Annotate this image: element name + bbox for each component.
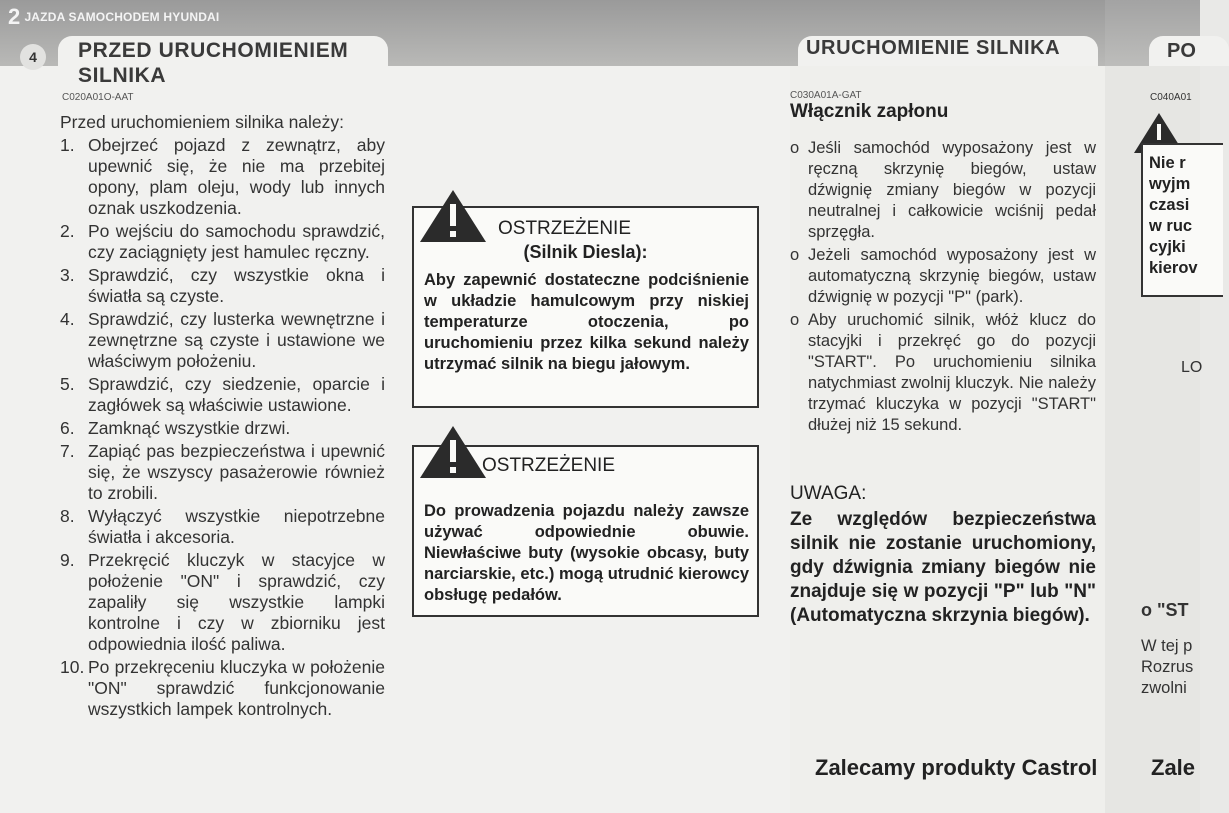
checklist-item <box>60 441 385 504</box>
instruction-item <box>790 310 1096 436</box>
item-text: Po przekręceniu kluczyka w położenie "ON" sprawdzić funkcjonowanie wszystkich lampek kontrolnych. <box>88 657 385 719</box>
bullet-marker: o <box>790 246 800 264</box>
item-number: 7. <box>60 441 75 461</box>
subheading-fragment: o "ST <box>1141 600 1189 620</box>
bullet-marker: o <box>790 311 800 329</box>
intro-text: Przed uruchomieniem silnika należy: <box>60 112 345 132</box>
checklist-item <box>60 418 385 439</box>
chapter-number: 2 <box>8 4 21 29</box>
item-number: 4. <box>60 309 75 329</box>
item-number: 2. <box>60 221 75 241</box>
item-number: 10. <box>60 657 85 677</box>
warning-title: OSTRZEŻENIE <box>498 218 632 239</box>
running-header <box>8 4 219 30</box>
subsection-heading: Włącznik zapłonu <box>790 101 949 122</box>
lo-fragment: LO <box>1181 359 1203 376</box>
item-number: 3. <box>60 265 75 285</box>
section-code: C030A01A-GAT <box>790 90 862 101</box>
item-text: Sprawdzić, czy lusterka wewnętrzne i zewnętrzne są czyste i ustawione we właściwym położeniu. <box>88 309 385 371</box>
section-code: C020A01O-AAT <box>62 92 134 103</box>
section-title-line1: PRZED URUCHOMIENIEM <box>78 39 349 62</box>
checklist-item <box>60 135 385 219</box>
warning-body: Aby zapewnić dostateczne podciśnienie w układzie hamulcowym przy niskiej temperaturze otoczenia, po uruchomieniu przez kilka sekund należy utrzymać silnik na biegu jałowym. <box>424 271 749 373</box>
warning-line-fragment: czasi <box>1149 196 1190 214</box>
warning-subtitle: (Silnik Diesla): <box>523 242 648 262</box>
item-number: 1. <box>60 135 75 155</box>
item-text: Przekręcić kluczyk w stacyjce w położenie "ON" i sprawdzić, czy zapaliły się wszystkie lampki kontrolne i czy w zbiorniku jest odpowiednia ilość paliwa. <box>88 550 385 654</box>
item-text: Zapiąć pas bezpieczeństwa i upewnić się, że wszyscy pasażerowie również to zrobili. <box>88 441 385 503</box>
ignition-instructions <box>790 138 1096 438</box>
item-number: 6. <box>60 418 75 438</box>
running-title: JAZDA SAMOCHODEM HYUNDAI <box>24 10 220 24</box>
warning-line-fragment: w ruc <box>1149 217 1193 235</box>
footer-ad: Zalecamy produkty Castrol <box>815 755 1098 780</box>
checklist-item <box>60 657 385 720</box>
page-number: 4 <box>20 44 46 70</box>
right-page <box>1105 0 1203 813</box>
item-number: 9. <box>60 550 75 570</box>
checklist-item <box>60 506 385 548</box>
instruction-text: Jeżeli samochód wyposażony jest w automatyczną skrzynię biegów, ustaw dźwignię w pozycji "P" (park). <box>808 246 1096 306</box>
warning-body: Do prowadzenia pojazdu należy zawsze używać odpowiednie obuwie. Niewłaściwe buty (wysokie obcasy, buty narciarskie, etc.) mogą utrudnić kierowcy obsługę pedałów. <box>424 502 749 604</box>
note-text: Ze względów bezpieczeństwa silnik nie zostanie uruchomiony, gdy dźwignia zmiany biegów nie znajduje się w pozycji "P" lub "N"(Automatyczna skrzynia biegów). <box>790 509 1096 626</box>
checklist-item <box>60 309 385 372</box>
paragraph-line-fragment: zwolni <box>1141 679 1187 697</box>
note-label: UWAGA: <box>790 483 867 504</box>
item-number: 8. <box>60 506 75 526</box>
checklist-item <box>60 550 385 655</box>
warning-text-fragment <box>1149 153 1198 279</box>
checklist-item <box>60 265 385 307</box>
middle-page <box>790 0 1105 813</box>
bullet-marker: o <box>790 139 800 157</box>
item-text: Obejrzeć pojazd z zewnątrz, aby upewnić się, że nie ma przebitej opony, plam oleju, wody lub innych oznak uszkodzenia. <box>88 135 385 218</box>
checklist <box>60 135 385 722</box>
footer-fragment: Zale <box>1151 755 1196 780</box>
checklist-item <box>60 374 385 416</box>
section-title <box>78 38 348 88</box>
warning-title: OSTRZEŻENIE <box>482 455 616 476</box>
warning-line-fragment: kierov <box>1149 259 1198 277</box>
checklist-item <box>60 221 385 263</box>
section-code-fragment: C040A01 <box>1150 92 1192 103</box>
warning-line-fragment: wyjm <box>1149 175 1191 193</box>
paragraph-fragment <box>1141 636 1193 699</box>
item-number: 5. <box>60 374 75 394</box>
warning-line-fragment: Nie r <box>1149 154 1186 172</box>
instruction-item <box>790 138 1096 243</box>
instruction-item <box>790 245 1096 308</box>
section-title-line2: SILNIKA <box>78 64 167 87</box>
warning-line-fragment: cyjki <box>1149 238 1186 256</box>
item-text: Sprawdzić, czy wszystkie okna i światła są czyste. <box>88 265 385 306</box>
warning-triangle-icon <box>418 424 488 480</box>
warning-box-fragment <box>1141 143 1223 297</box>
paragraph-line-fragment: Rozrus <box>1141 658 1194 676</box>
item-text: Po wejściu do samochodu sprawdzić, czy zaciągnięty jest hamulec ręczny. <box>88 221 385 262</box>
item-text: Zamknąć wszystkie drzwi. <box>88 418 291 438</box>
section-title: URUCHOMIENIE SILNIKA <box>806 37 1061 59</box>
instruction-text: Aby uruchomić silnik, włóż klucz do stacyjki i przekręć go do pozycji "START". Po uruchomieniu silnika natychmiast zwolnij kluczyk. Nie należy trzymać kluczyka w pozycji "START" dłużej niż 15 sekund. <box>808 311 1096 434</box>
instruction-text: Jeśli samochód wyposażony jest w ręczną skrzynię biegów, ustaw dźwignię zmiany biegów w pozycji neutralnej i całkowicie wciśnij pedał sprzęgła. <box>808 139 1096 241</box>
paragraph-line-fragment: W tej p <box>1141 637 1193 655</box>
item-text: Sprawdzić, czy siedzenie, oparcie i zagłówek są właściwie ustawione. <box>88 374 385 415</box>
item-text: Wyłączyć wszystkie niepotrzebne światła i akcesoria. <box>88 506 385 547</box>
warning-triangle-icon <box>418 188 488 244</box>
section-title-fragment: PO <box>1167 40 1196 62</box>
